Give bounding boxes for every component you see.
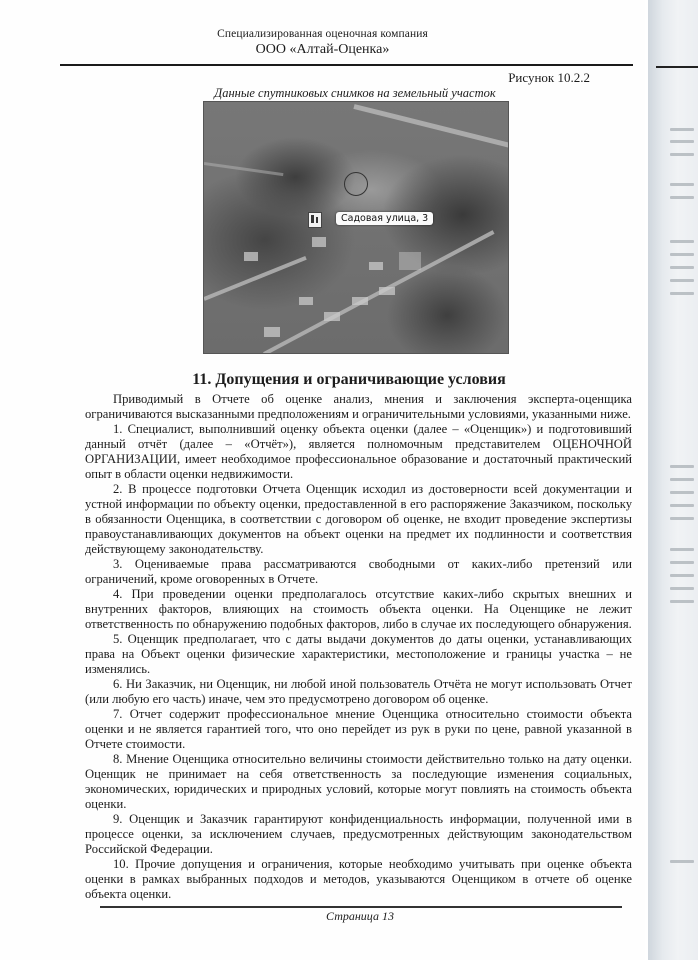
adjacent-page-rule (656, 66, 698, 68)
bleed-through-line (670, 183, 694, 186)
bleed-through-line (670, 574, 694, 577)
assumption-7: 7. Отчет содержит профессиональное мнение Оценщика относительно стоимости объекта оценки и не является гарантией того, что оно перейдет из рук в руки по цене, равной указанной в Отчете стоимости. (85, 707, 632, 751)
bleed-through-line (670, 465, 694, 468)
assumption-6: 6. Ни Заказчик, ни Оценщик, ни любой иной пользователь Отчёта не могут использовать Отчет (или любую его часть) иначе, чем это предусмотрено договором об оценке. (85, 677, 632, 706)
footer-divider (100, 906, 622, 908)
map-road (353, 104, 509, 150)
bleed-through-line (670, 153, 694, 156)
section-title: 11. Допущения и ограничивающие условия (192, 371, 506, 388)
building-pin-icon (308, 212, 322, 228)
adjacent-page-edge (648, 0, 698, 960)
map-circle-marker (344, 172, 368, 196)
bleed-through-line (670, 292, 694, 295)
intro-paragraph: Приводимый в Отчете об оценке анализ, мнения и заключения эксперта-оценщика ограничиваются высказанными предположениям и ограничительными условиями, указанными ниже. (85, 392, 632, 421)
map-road (203, 256, 306, 301)
header-divider (60, 64, 633, 66)
assumption-2: 2. В процессе подготовки Отчета Оценщик исходил из достоверности всей документации и устной информации по объекту оценки, предоставленной в его распоряжение Заказчиком, поскольку в обязанности Оценщика, в соответствии с договором об оценке, не входит проведение экспертизы правоустанавливающих документов на объект оценки на предмет их подлинности и соответствия действующему законодательству. (85, 482, 632, 556)
bleed-through-line (670, 491, 694, 494)
page-number: Страница 13 (326, 909, 394, 923)
assumption-4: 4. При проведении оценки предполагалось отсутствие каких-либо скрытых внешних и внутренних факторов, влияющих на стоимость объекта оценки. На Оценщике не лежит ответственность по обнаружению подобных факторов, либо в случае их последующего обнаружения. (85, 587, 632, 631)
map-building (264, 327, 280, 337)
bleed-through-line (670, 587, 694, 590)
section-body (85, 392, 632, 902)
bleed-through-line (670, 860, 694, 863)
bleed-through-line (670, 196, 694, 199)
map-building (312, 237, 326, 247)
bleed-through-line (670, 266, 694, 269)
map-building (352, 297, 368, 305)
bleed-through-line (670, 240, 694, 243)
assumption-8: 8. Мнение Оценщика относительно величины стоимости действительно только на дату оценки. Оценщик не принимает на себя ответственность за последующие изменения социальных, экономических, юридических и природных условий, которые могут повлиять на стоимость объекта оценки. (85, 752, 632, 811)
bleed-through-line (670, 504, 694, 507)
header-company-name: ООО «Алтай-Оценка» (255, 42, 390, 57)
bleed-through-line (670, 478, 694, 481)
map-building (244, 252, 258, 261)
assumption-5: 5. Оценщик предполагает, что с даты выдачи документов до даты оценки, устанавливающих права на Объект оценки физические характеристики, местоположение и границы участка – не изменялись. (85, 632, 632, 676)
figure-number: Рисунок 10.2.2 (508, 70, 590, 85)
map-building (399, 252, 421, 270)
assumption-9: 9. Оценщик и Заказчик гарантируют конфиденциальность информации, полученной ими в процессе оценки, за исключением случаев, предусмотренных действующим законодательством Российской Федерации. (85, 812, 632, 856)
bleed-through-line (670, 279, 694, 282)
satellite-map-image (203, 101, 509, 354)
map-building (379, 287, 395, 295)
map-address-label: Садовая улица, 3 (336, 212, 433, 225)
bleed-through-line (670, 140, 694, 143)
assumption-10: 10. Прочие допущения и ограничения, которые необходимо учитывать при оценке объекта оценки в рамках выбранных подходов и методов, указываются Оценщиком в отчете об оценке объекта оценки. (85, 857, 632, 901)
header-company-type: Специализированная оценочная компания (217, 28, 428, 40)
bleed-through-line (670, 253, 694, 256)
map-building (324, 312, 340, 321)
bleed-through-line (670, 561, 694, 564)
map-building (299, 297, 313, 305)
assumption-1: 1. Специалист, выполнивший оценку объекта оценки (далее – «Оценщик») и подготовивший данный отчёт (далее – «Отчёт»), является полномочным представителем ОЦЕНОЧНОЙ ОРГАНИЗАЦИИ, имеет необходимое профессиональное образование и достаточный практический опыт в области оценки недвижимости. (85, 422, 632, 481)
bleed-through-line (670, 548, 694, 551)
bleed-through-line (670, 128, 694, 131)
assumption-3: 3. Оцениваемые права рассматриваются свободными от каких-либо претензий или ограничений, кроме оговоренных в Отчете. (85, 557, 632, 586)
map-building (369, 262, 383, 270)
map-road (204, 162, 284, 176)
bleed-through-line (670, 600, 694, 603)
figure-caption: Данные спутниковых снимков на земельный участок (214, 86, 496, 100)
bleed-through-line (670, 517, 694, 520)
